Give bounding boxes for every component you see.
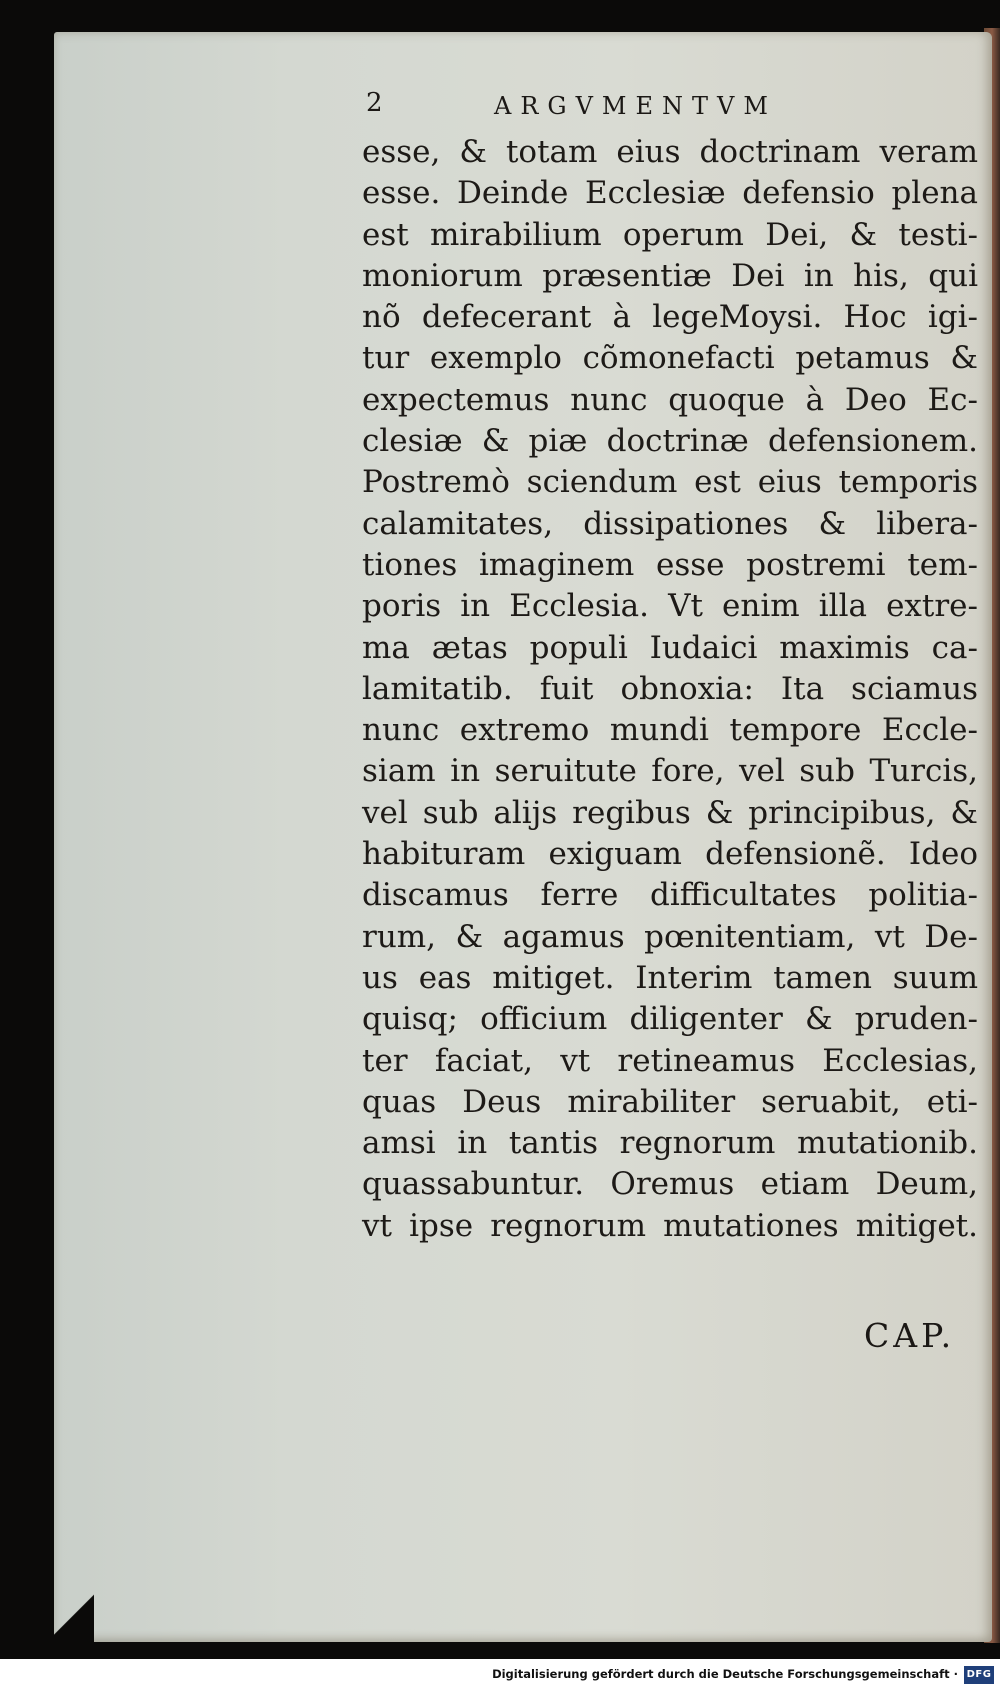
funding-credit: Digitalisierung gefördert durch die Deutsche Forschungsgemeinschaft · <box>492 1667 958 1681</box>
text-line: clesiæ & piæ doctrinæ defensionem. <box>362 423 978 460</box>
text-line: moniorum præsentiæ Dei in his, qui <box>362 257 978 294</box>
text-line: ter faciat, vt retineamus Ecclesias, <box>362 1042 978 1079</box>
text-line: quisq; officium diligenter & pruden- <box>362 1001 978 1038</box>
text-line: vt ipse regnorum mutationes mitiget. <box>362 1207 978 1244</box>
text-line: esse, & totam eius doctrinam veram <box>362 134 978 170</box>
text-line: siam in seruitute fore, vel sub Turcis, <box>362 753 978 790</box>
text-line: quas Deus mirabiliter seruabit, eti- <box>362 1083 978 1120</box>
text-line: nõ defecerant à legeMoysi. Hoc igi- <box>362 299 978 336</box>
text-line: rum, & agamus pœnitentiam, vt De- <box>362 918 978 955</box>
text-line: Postremò sciendum est eius temporis <box>362 464 978 501</box>
text-line: discamus ferre difficultates politia- <box>362 877 978 914</box>
text-line: lamitatib. fuit obnoxia: Ita sciamus <box>362 670 978 707</box>
text-line: esse. Deinde Ecclesiæ defensio plena <box>362 175 978 212</box>
text-line: calamitates, dissipationes & libera- <box>362 505 978 542</box>
page-header <box>366 88 846 124</box>
text-line: tur exemplo cõmonefacti petamus & <box>362 340 978 377</box>
dfg-logo-icon: DFG <box>964 1666 994 1684</box>
text-line: nunc extremo mundi tempore Eccle- <box>362 712 978 749</box>
text-line: expectemus nunc quoque à Deo Ec- <box>362 381 978 418</box>
text-line: ma ætas populi Iudaici maximis ca- <box>362 629 978 666</box>
text-line: est mirabilium operum Dei, & testi- <box>362 216 978 253</box>
text-line: us eas mitiget. Interim tamen suum <box>362 959 978 996</box>
running-head: ARGVMENTVM <box>494 92 777 120</box>
body-text <box>362 132 978 1247</box>
catchword: CAP. <box>864 1316 956 1355</box>
text-line: amsi in tantis regnorum mutationib. <box>362 1125 978 1162</box>
text-line: vel sub alijs regibus & principibus, & <box>362 794 978 831</box>
digitization-footer <box>0 1659 1000 1693</box>
text-line: habituram exiguam defensionẽ. Ideo <box>362 836 978 873</box>
text-line: tiones imaginem esse postremi tem- <box>362 546 978 583</box>
page-number: 2 <box>366 88 383 118</box>
text-line: poris in Ecclesia. Vt enim illa extre- <box>362 588 978 625</box>
text-line: quassabuntur. Oremus etiam Deum, <box>362 1166 978 1203</box>
